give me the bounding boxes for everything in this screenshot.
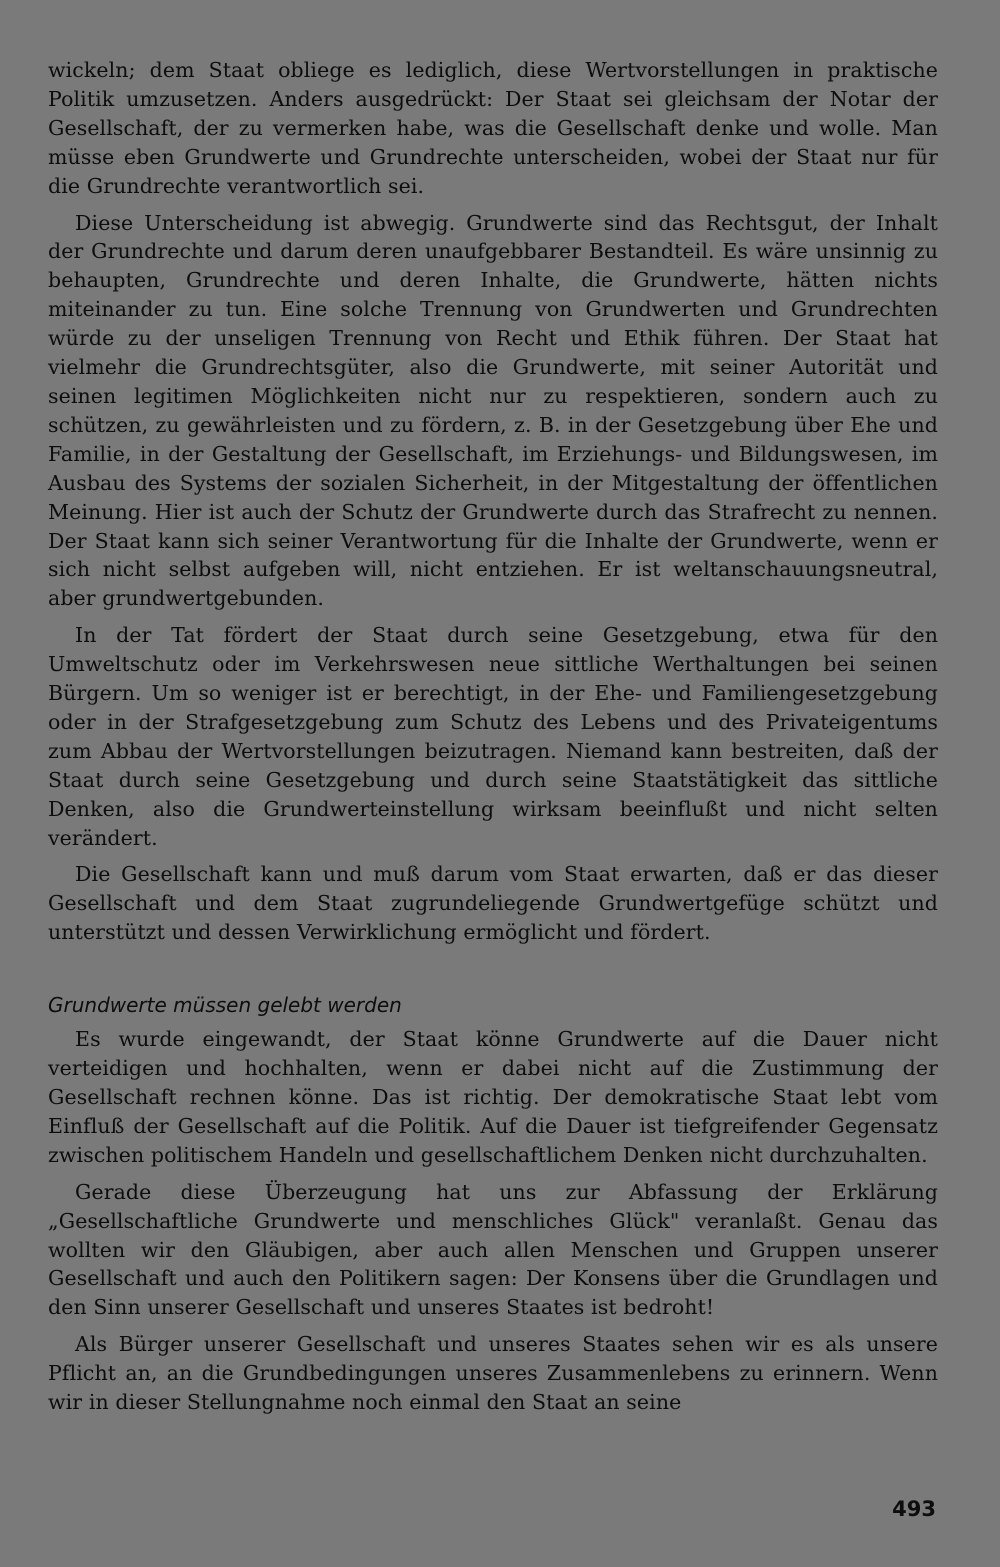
paragraph: Die Gesellschaft kann und muß darum vom Staat erwarten, daß er das dieser Gesellschaft und dem Staat zugrundeliegende Grundwertgefüge schützt und unterstützt und dessen Verwirklichung ermöglicht und fördert. <box>48 862 938 945</box>
paragraph: Diese Unterscheidung ist abwegig. Grundwerte sind das Rechtsgut, der Inhalt der Grundrechte und darum deren unaufgebbarer Bestandteil. Es wäre unsinnig zu behaupten, Grundrechte und deren Inhalte, die Grundwerte, hätten nichts miteinander zu tun. Eine solche Trennung von Grundwerten und Grundrechten würde zu der unseligen Trennung von Recht und Ethik führen. Der Staat hat vielmehr die Grundrechtsgüter, also die Grundwerte, mit seiner Autorität und seinen legitimen Möglichkeiten nicht nur zu respektieren, sondern auch zu schützen, zu gewährleisten und zu fördern, z. B. in der Gesetzgebung über Ehe und Familie, in der Gestaltung der Gesellschaft, im Erziehungs- und Bildungswesen, im Ausbau des Systems der sozialen Sicherheit, in der Mitgestaltung der öffentlichen Meinung. Hier ist auch der Schutz der Grundwerte durch das Strafrecht zu nennen. Der Staat kann sich seiner Verantwortung für die Inhalte der Grundwerte, wenn er sich nicht selbst aufgeben will, nicht entziehen. Er ist weltanschauungsneutral, aber grundwertgebunden. <box>48 210 938 611</box>
paragraph: In der Tat fördert der Staat durch seine Gesetzgebung, etwa für den Umweltschutz oder im Verkehrswesen neue sittliche Werthaltungen bei seinen Bürgern. Um so weniger ist er berechtigt, in der Ehe- und Familiengesetzgebung oder in der Strafgesetzgebung zum Schutz des Lebens und des Privateigentums zum Abbau der Wertvorstellungen beizutragen. Niemand kann bestreiten, daß der Staat durch seine Gesetzgebung und durch seine Staatstätigkeit das sittliche Denken, also die Grundwerteinstellung wirksam beeinflußt und nicht selten verändert. <box>48 623 938 850</box>
paragraph: wickeln; dem Staat obliege es lediglich, diese Wertvorstellungen in praktische Politik umzusetzen. Anders ausgedrückt: Der Staat sei gleichsam der Notar der Gesellschaft, der zu vermerken habe, was die Gesellschaft denke und wolle. Man müsse eben Grundwerte und Grundrechte unterscheiden, wobei der Staat nur für die Grundrechte verantwortlich sei. <box>48 58 938 198</box>
page-body <box>48 56 938 1417</box>
paragraph: Es wurde eingewandt, der Staat könne Grundwerte auf die Dauer nicht verteidigen und hochhalten, wenn er dabei nicht auf die Zustimmung der Gesellschaft rechnen könne. Das ist richtig. Der demokratische Staat lebt vom Einfluß der Gesellschaft auf die Politik. Auf die Dauer ist tiefgreifender Gegensatz zwischen politischem Handeln und gesellschaftlichem Denken nicht durchzuhalten. <box>48 1027 938 1167</box>
paragraph: Als Bürger unserer Gesellschaft und unseres Staates sehen wir es als unsere Pflicht an, an die Grundbedingungen unseres Zusammenlebens zu erinnern. Wenn wir in dieser Stellungnahme noch einmal den Staat an seine <box>48 1332 938 1415</box>
section-heading: Grundwerte müssen gelebt werden <box>48 993 402 1018</box>
paragraph: Gerade diese Überzeugung hat uns zur Abfassung der Erklärung „Gesellschaftliche Grundwerte und menschliches Glück" veranlaßt. Genau das wollten wir den Gläubigen, aber auch allen Menschen und Gruppen unserer Gesellschaft und auch den Politikern sagen: Der Konsens über die Grundlagen und den Sinn unserer Gesellschaft und unseres Staates ist bedroht! <box>48 1179 938 1320</box>
page-number: 493 <box>892 1497 936 1521</box>
